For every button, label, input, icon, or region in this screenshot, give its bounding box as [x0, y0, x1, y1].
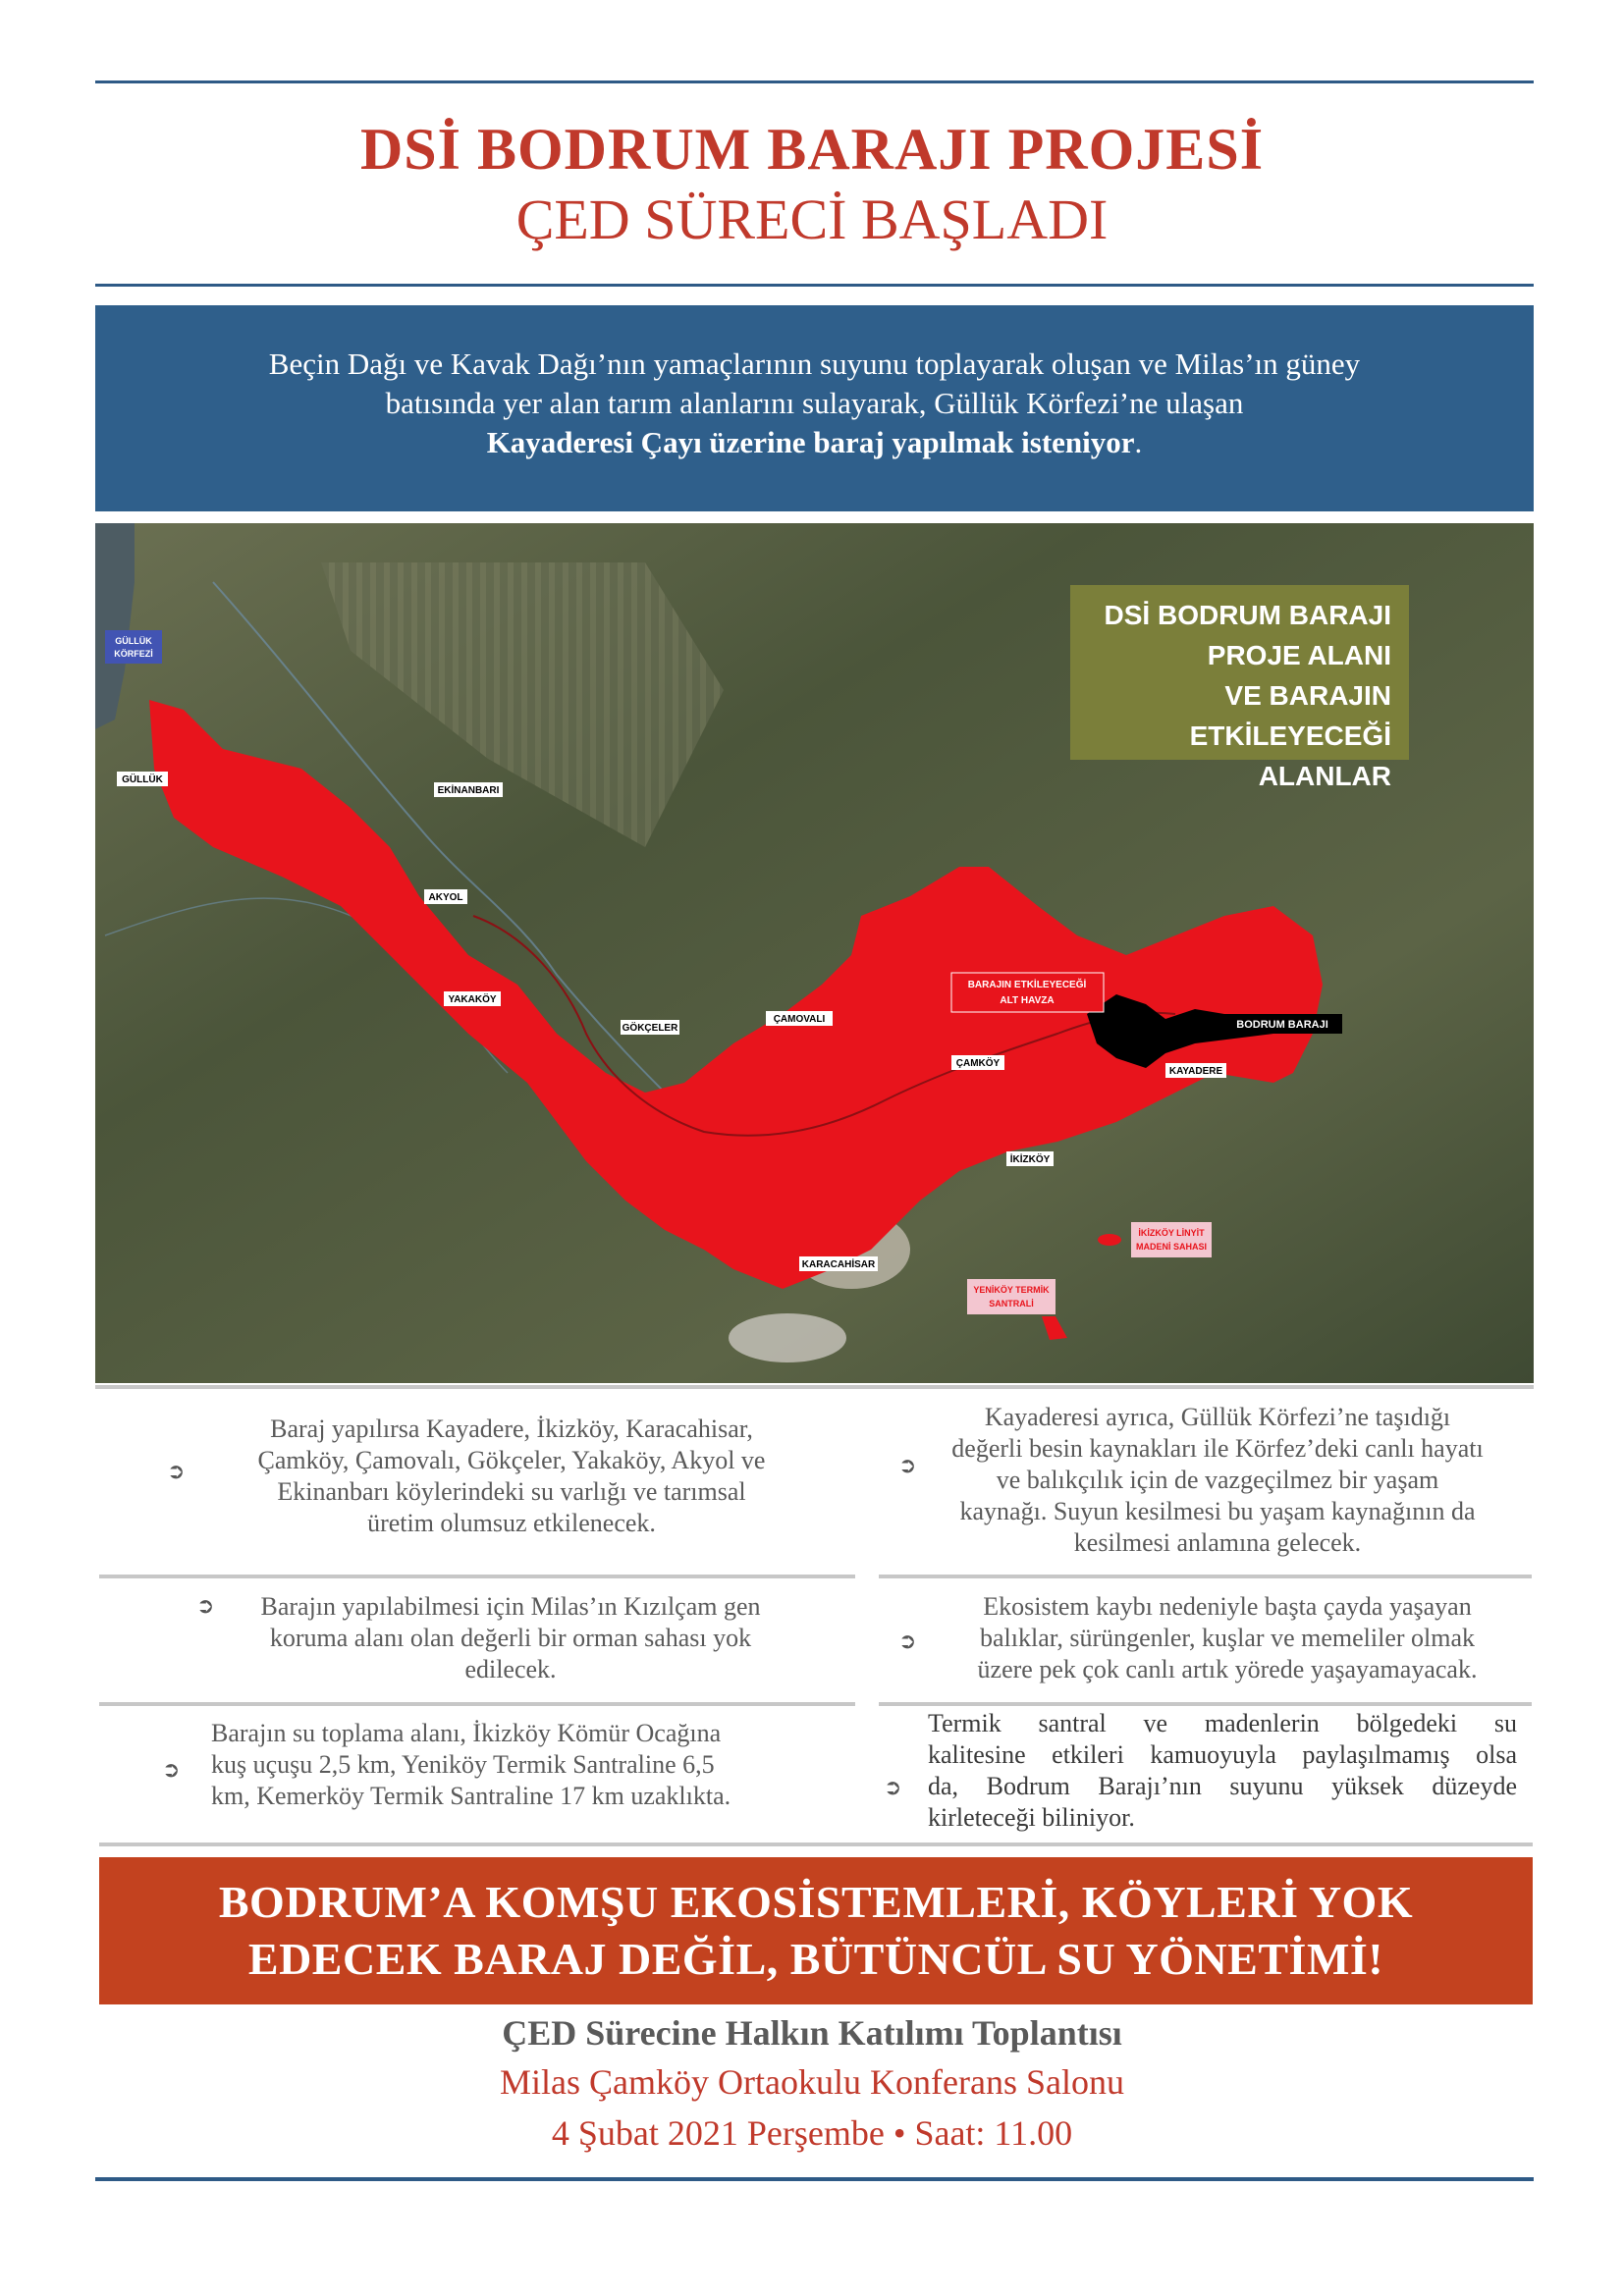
separator: [99, 1842, 1533, 1846]
svg-text:YENİKÖY TERMİK: YENİKÖY TERMİK: [973, 1285, 1050, 1295]
svg-text:ÇAMOVALI: ÇAMOVALI: [773, 1014, 826, 1025]
arrow-icon: ➲: [898, 1629, 917, 1654]
mine-marker: [1098, 1234, 1121, 1246]
svg-text:MADENİ SAHASI: MADENİ SAHASI: [1135, 1242, 1208, 1252]
label-alt-havza: [951, 973, 1104, 1012]
page-title: DSİ BODRUM BARAJI PROJESİ: [359, 117, 1265, 182]
page-subtitle: ÇED SÜRECİ BAŞLADI: [515, 187, 1109, 251]
svg-text:GÜLLÜK: GÜLLÜK: [122, 774, 163, 785]
svg-text:ALT HAVZA: ALT HAVZA: [1000, 995, 1055, 1006]
arrow-icon: ➲: [884, 1776, 902, 1800]
label-karacahisar: [799, 1256, 878, 1271]
plant-area: [729, 1313, 846, 1362]
label-linyit-madeni: [1131, 1222, 1212, 1257]
separator: [879, 1702, 1532, 1706]
label-gulluk-korfezi: [105, 630, 162, 664]
svg-text:KAYADERE: KAYADERE: [1168, 1066, 1223, 1077]
svg-text:BARAJIN ETKİLEYECEĞİ: BARAJIN ETKİLEYECEĞİ: [967, 980, 1087, 990]
label-ekinanbari: [434, 782, 503, 797]
title-rule: [95, 284, 1534, 287]
svg-text:GÜLLÜK: GÜLLÜK: [115, 636, 152, 646]
label-izkizkoy: [1006, 1151, 1054, 1166]
svg-text:GÖKÇELER: GÖKÇELER: [622, 1023, 678, 1034]
separator: [99, 1575, 855, 1578]
label-gulluk: [117, 772, 168, 786]
svg-text:KARACAHİSAR: KARACAHİSAR: [801, 1259, 876, 1270]
bottom-rule: [95, 2177, 1534, 2181]
intro-line-2: batısında yer alan tarım alanlarını sulayarak, Güllük Körfezi’ne ulaşan: [385, 386, 1244, 420]
label-camkoy: [951, 1055, 1004, 1070]
meeting-datetime: 4 Şubat 2021 Perşembe • Saat: 11.00: [551, 2113, 1073, 2153]
svg-text:ÇAMKÖY: ÇAMKÖY: [955, 1058, 1001, 1069]
svg-text:İKİZKÖY LİNYİT: İKİZKÖY LİNYİT: [1138, 1228, 1205, 1238]
intro-box: [95, 305, 1534, 511]
label-camovali: [766, 1011, 833, 1026]
svg-text:İKİZKÖY: İKİZKÖY: [1009, 1154, 1051, 1165]
svg-text:BODRUM BARAJI: BODRUM BARAJI: [1236, 1019, 1328, 1031]
meeting-venue: Milas Çamköy Ortaokulu Konferans Salonu: [500, 2062, 1124, 2102]
arrow-icon: ➲: [196, 1594, 215, 1619]
svg-text:YAKAKÖY: YAKAKÖY: [448, 994, 497, 1005]
meeting-title: ÇED Sürecine Halkın Katılımı Toplantısı: [502, 2013, 1122, 2053]
arrow-icon: ➲: [162, 1758, 181, 1783]
label-yenikoy-termik: [967, 1279, 1056, 1314]
top-rule: [95, 80, 1534, 83]
separator: [879, 1575, 1532, 1578]
separator: [99, 1702, 855, 1706]
svg-text:AKYOL: AKYOL: [428, 892, 463, 903]
map-legend: DSİ BODRUM BARAJI PROJE ALANI VE BARAJIN ETKİLEYECEĞİ ALANLAR: [1070, 585, 1409, 760]
svg-text:KÖRFEZİ: KÖRFEZİ: [114, 649, 153, 659]
label-gokceler: [621, 1020, 679, 1035]
intro-line-1: Beçin Dağı ve Kavak Dağı’nın yamaçlarının suyunu toplayarak oluşan ve Milas’ın güney: [268, 347, 1361, 381]
label-kayadere: [1165, 1063, 1226, 1078]
svg-text:SANTRALİ: SANTRALİ: [989, 1299, 1034, 1308]
intro-highlight: Kayaderesi Çayı üzerine baraj yapılmak isteniyor: [486, 425, 1135, 459]
slogan-banner: BODRUM’A KOMŞU EKOSİSTEMLERİ, KÖYLERİ YOK EDECEK BARAJ DEĞİL, BÜTÜNCÜL SU YÖNETİMİ!: [99, 1857, 1533, 2004]
svg-text:EKİNANBARI: EKİNANBARI: [437, 785, 500, 796]
label-yakakoy: [444, 991, 501, 1006]
label-akyol: [424, 889, 467, 904]
arrow-icon: ➲: [898, 1454, 917, 1478]
label-bodrum-baraji: [1222, 1014, 1342, 1034]
intro-line-3: Kayaderesi Çayı üzerine baraj yapılmak isteniyor.: [486, 425, 1143, 459]
separator: [95, 1385, 1534, 1389]
arrow-icon: ➲: [167, 1460, 186, 1484]
